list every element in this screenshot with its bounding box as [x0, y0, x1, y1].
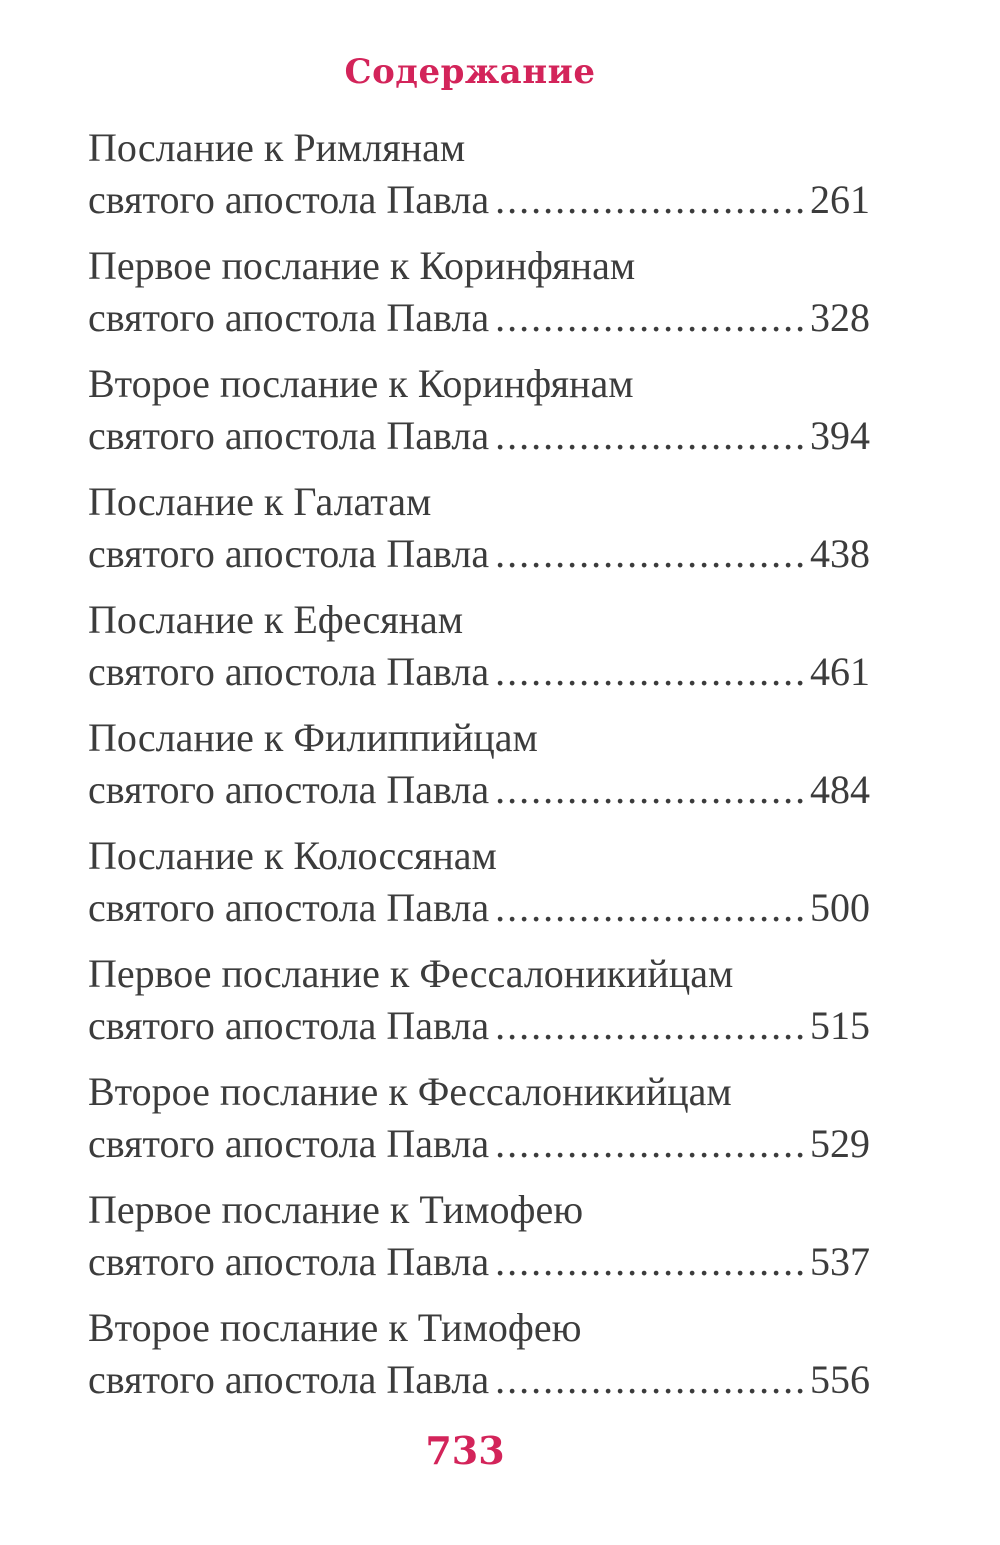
- toc-entry: [88, 1066, 870, 1184]
- entry-subtitle: святого апостола Павла: [88, 413, 490, 458]
- dot-leader: [495, 1118, 806, 1170]
- entry-title: Послание к Ефесянам: [88, 597, 464, 642]
- entry-subtitle: святого апостола Павла: [88, 1239, 490, 1284]
- entry-page-number: 461: [810, 649, 870, 694]
- toc-entry: [88, 1184, 870, 1302]
- dot-leader: [495, 174, 806, 226]
- entry-title: Первое послание к Фессалоникийцам: [88, 951, 734, 996]
- entry-title: Второе послание к Фессалоникийцам: [88, 1069, 732, 1114]
- entry-page-number: 261: [810, 177, 870, 222]
- entry-page-number: 515: [810, 1003, 870, 1048]
- entry-page-number: 328: [810, 295, 870, 340]
- dot-leader: [495, 1354, 806, 1406]
- toc-entry: [88, 358, 870, 476]
- entry-page-number: 500: [810, 885, 870, 930]
- entry-subtitle: святого апостола Павла: [88, 767, 490, 812]
- entry-title: Первое послание к Коринфянам: [88, 243, 636, 288]
- toc-entry: [88, 948, 870, 1066]
- entry-subtitle-line: [88, 174, 870, 226]
- dot-leader: [495, 410, 806, 462]
- entry-subtitle-line: [88, 1236, 870, 1288]
- entry-subtitle-line: [88, 1000, 870, 1052]
- toc-entry: [88, 594, 870, 712]
- dot-leader: [495, 882, 806, 934]
- page-number: 733: [425, 1428, 505, 1473]
- dot-leader: [495, 292, 806, 344]
- entry-subtitle-line: [88, 292, 870, 344]
- entry-page-number: 484: [810, 767, 870, 812]
- toc-entry: [88, 712, 870, 830]
- entry-title: Первое послание к Тимофею: [88, 1187, 584, 1232]
- entry-title: Второе послание к Коринфянам: [88, 361, 634, 406]
- dot-leader: [495, 528, 806, 580]
- contents-heading: Содержание: [344, 52, 596, 92]
- entry-page-number: 537: [810, 1239, 870, 1284]
- dot-leader: [495, 646, 806, 698]
- entry-page-number: 394: [810, 413, 870, 458]
- entry-subtitle: святого апостола Павла: [88, 1003, 490, 1048]
- entry-subtitle-line: [88, 1118, 870, 1170]
- toc-entry: [88, 1302, 870, 1420]
- entry-title: Второе послание к Тимофею: [88, 1305, 582, 1350]
- toc-entry: [88, 122, 870, 240]
- entry-page-number: 438: [810, 531, 870, 576]
- table-of-contents: [88, 122, 870, 1420]
- entry-subtitle: святого апостола Павла: [88, 1357, 490, 1402]
- entry-subtitle-line: [88, 646, 870, 698]
- entry-subtitle: святого апостола Павла: [88, 885, 490, 930]
- entry-subtitle-line: [88, 1354, 870, 1406]
- entry-subtitle: святого апостола Павла: [88, 531, 490, 576]
- entry-subtitle: святого апостола Павла: [88, 649, 490, 694]
- entry-subtitle-line: [88, 764, 870, 816]
- toc-entry: [88, 240, 870, 358]
- entry-title: Послание к Филиппийцам: [88, 715, 538, 760]
- entry-page-number: 556: [810, 1357, 870, 1402]
- entry-subtitle: святого апостола Павла: [88, 295, 490, 340]
- entry-subtitle-line: [88, 528, 870, 580]
- entry-title: Послание к Галатам: [88, 479, 432, 524]
- dot-leader: [495, 764, 806, 816]
- entry-subtitle-line: [88, 410, 870, 462]
- entry-page-number: 529: [810, 1121, 870, 1166]
- toc-entry: [88, 830, 870, 948]
- entry-subtitle: святого апостола Павла: [88, 1121, 490, 1166]
- dot-leader: [495, 1000, 806, 1052]
- dot-leader: [495, 1236, 806, 1288]
- entry-title: Послание к Римлянам: [88, 125, 466, 170]
- entry-subtitle: святого апостола Павла: [88, 177, 490, 222]
- toc-entry: [88, 476, 870, 594]
- entry-title: Послание к Колоссянам: [88, 833, 497, 878]
- entry-subtitle-line: [88, 882, 870, 934]
